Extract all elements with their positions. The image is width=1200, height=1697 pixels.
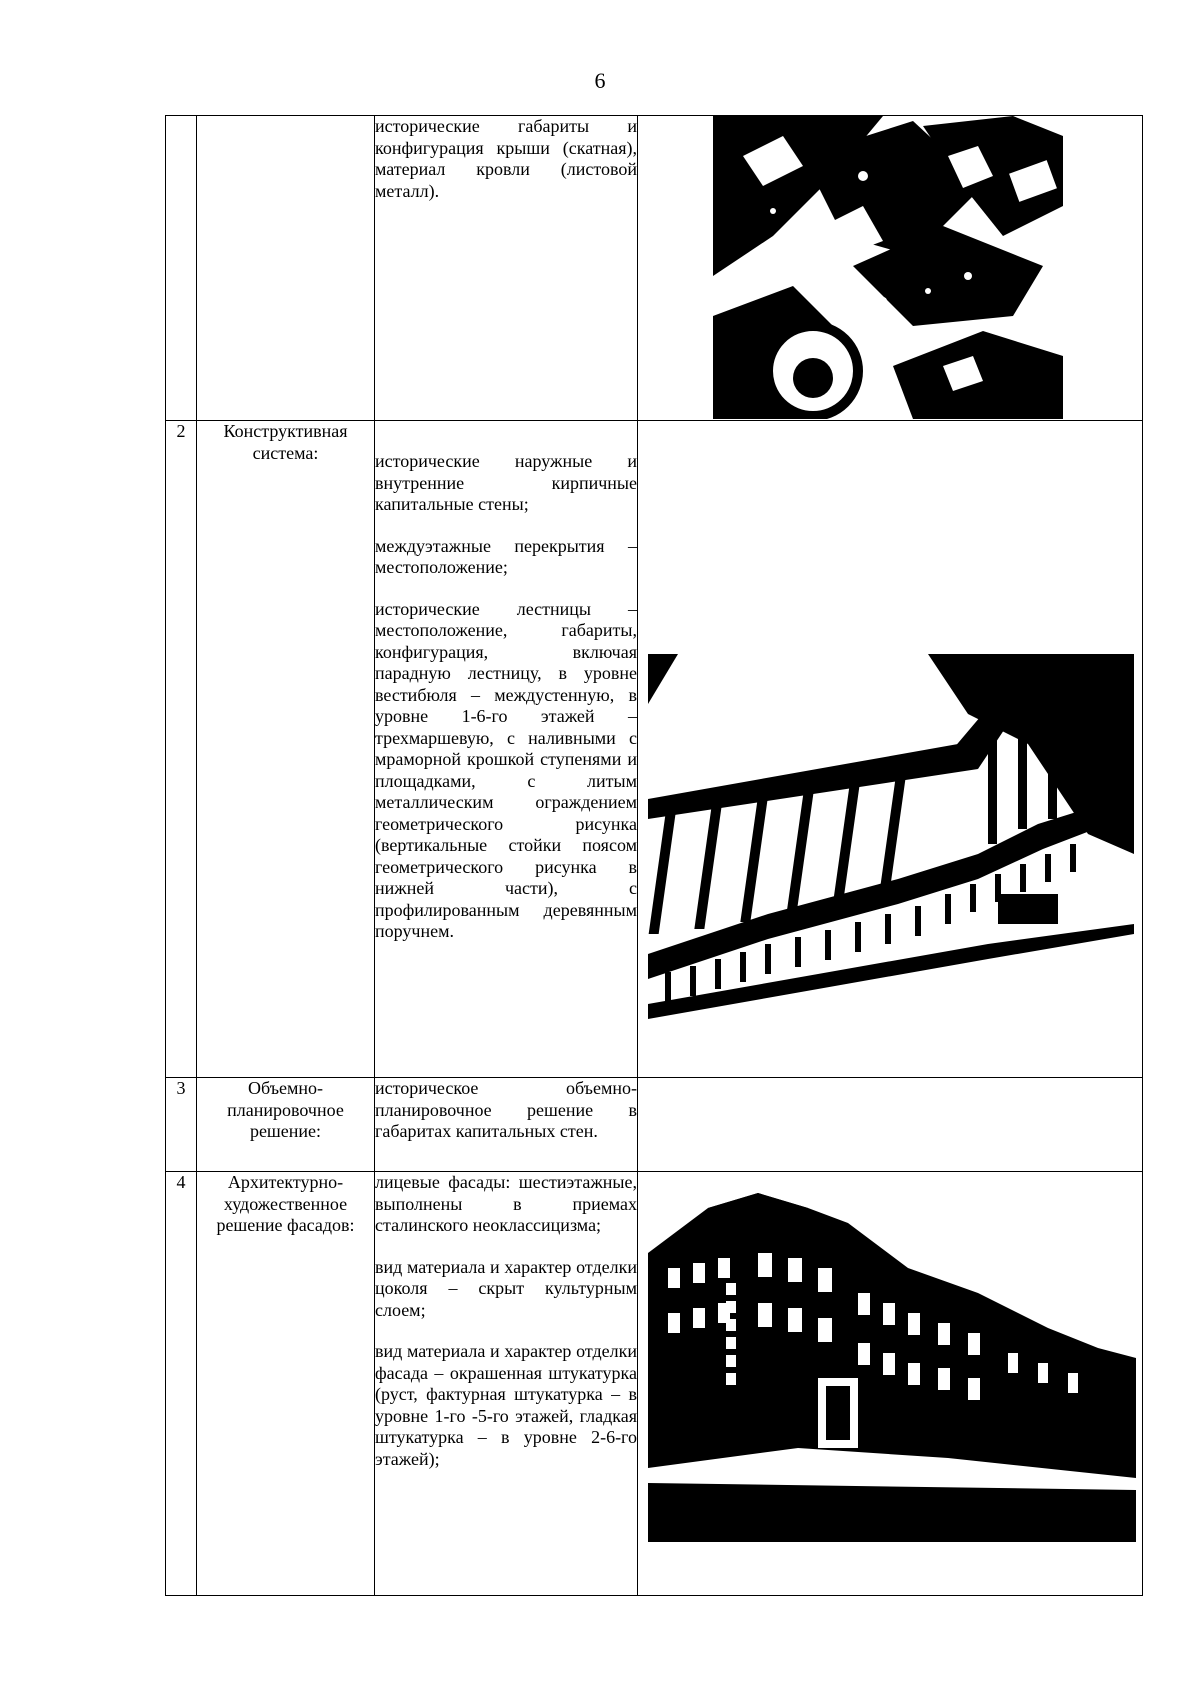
photo-cell (638, 116, 1143, 421)
row-description (375, 116, 638, 421)
row-title (197, 116, 375, 421)
facade-photo (648, 1178, 1136, 1542)
table-row (166, 116, 1143, 421)
photo-cell (638, 421, 1143, 1078)
row-number: 4 (166, 1172, 197, 1596)
row-number (166, 116, 197, 421)
table-row (166, 1172, 1143, 1596)
row-title: Архитектурно-художественное решение фасадов: (197, 1172, 375, 1596)
row-number: 2 (166, 421, 197, 1078)
row-title: Конструктивная система: (197, 421, 375, 1078)
row-title: Объемно-планировочное решение: (197, 1078, 375, 1172)
roof-photo (713, 116, 1063, 419)
description-paragraph: вид материала и характер отделки цоколя – скрыт культурным слоем; (375, 1256, 637, 1320)
row-description (375, 1078, 638, 1172)
description-paragraph: исторические наружные и внутренние кирпичные капитальные стены; (375, 451, 637, 514)
page-number: 6 (594, 68, 606, 93)
description-paragraph: лицевые фасады: шестиэтажные, выполнены в приемах сталинского неоклассицизма; (375, 1172, 637, 1235)
table-row (166, 1078, 1143, 1172)
photo-cell (638, 1172, 1143, 1596)
description-paragraph: междуэтажные перекрытия – местоположение; (375, 535, 637, 577)
description-paragraph: вид материала и характер отделки фасада – окрашенная штукатурка (руст, фактурная штукатурка – в уровне 1-го -5-го этажей, гладкая штукатурка – в уровне 2-6-го этажей); (375, 1341, 637, 1469)
description-paragraph: исторические лестницы – местоположение, габариты, конфигурация, включая парадную лестницу, в уровне вестибюля – междустенную, в уровне 1-6-го этажей – трехмаршевую, с наливными с мраморной крошкой ступенями и площадками, с литым металлическим ограждением геометрического рисунка (вертикальные стойки поясом геометрического рисунка в нижней части), с профилированным деревянным поручнем. (375, 598, 637, 941)
protection-subject-table (165, 115, 1143, 1596)
staircase-photo (648, 654, 1134, 1019)
photo-cell (638, 1078, 1143, 1172)
row-description (375, 421, 638, 1078)
table-row (166, 421, 1143, 1078)
row-number: 3 (166, 1078, 197, 1172)
row-description (375, 1172, 638, 1596)
description-paragraph: исторические габариты и конфигурация крыши (скатная), материал кровли (листовой металл). (375, 116, 637, 201)
description-paragraph: историческое объемно-планировочное решение в габаритах капитальных стен. (375, 1078, 637, 1141)
